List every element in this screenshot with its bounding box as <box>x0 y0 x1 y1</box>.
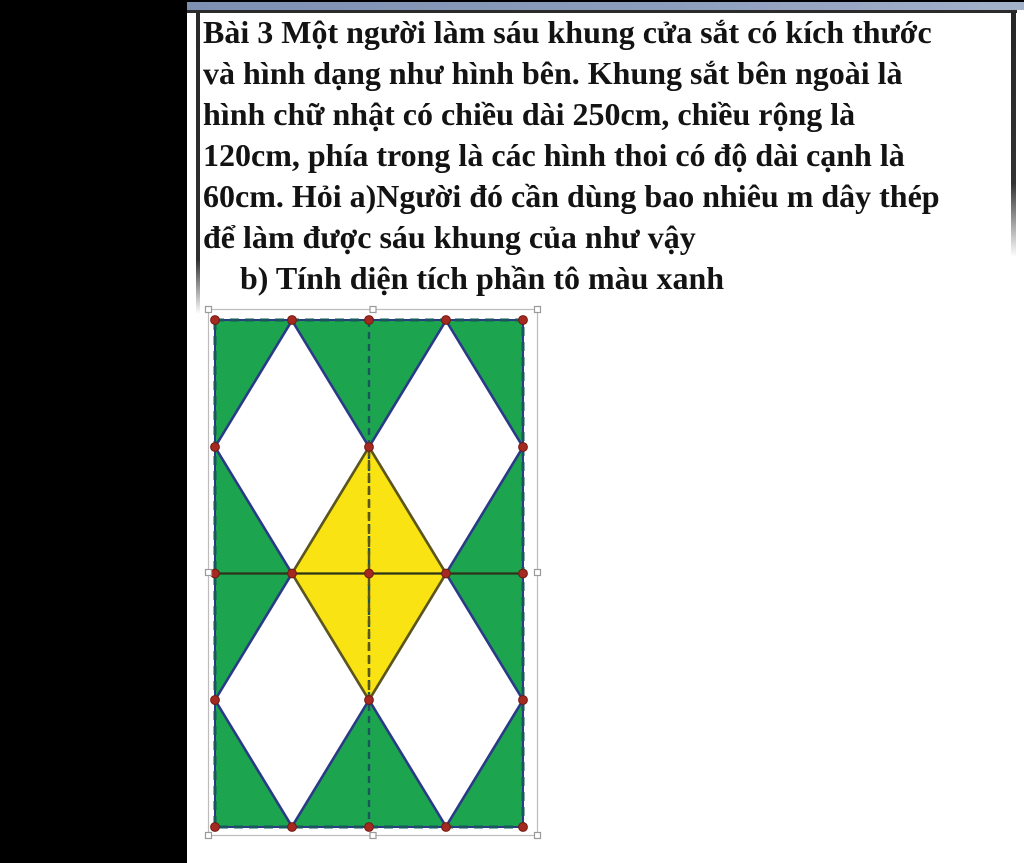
window-top-bar <box>187 2 1024 10</box>
problem-text-line: 60cm. Hỏi a)Người đó cần dùng bao nhiêu m dây thép <box>203 178 940 214</box>
problem-text-line: và hình dạng như hình bên. Khung sắt bên ngoài là <box>203 55 903 91</box>
problem-text-line: Bài 3 Một người làm sáu khung cửa sắt có kích thước <box>203 14 932 50</box>
problem-text-line: b) Tính diện tích phần tô màu xanh <box>240 260 725 296</box>
text-block-left-border <box>196 12 200 314</box>
geometry-figure-svg[interactable] <box>200 300 545 845</box>
problem-text-line: hình chữ nhật có chiều dài 250cm, chiều rộng là <box>203 96 856 132</box>
problem-text-line: 120cm, phía trong là các hình thoi có độ dài cạnh là <box>203 137 905 173</box>
geometry-figure[interactable] <box>200 300 545 845</box>
problem-text-block <box>203 12 1015 299</box>
problem-text-line: để làm được sáu khung của như vậy <box>203 219 696 255</box>
